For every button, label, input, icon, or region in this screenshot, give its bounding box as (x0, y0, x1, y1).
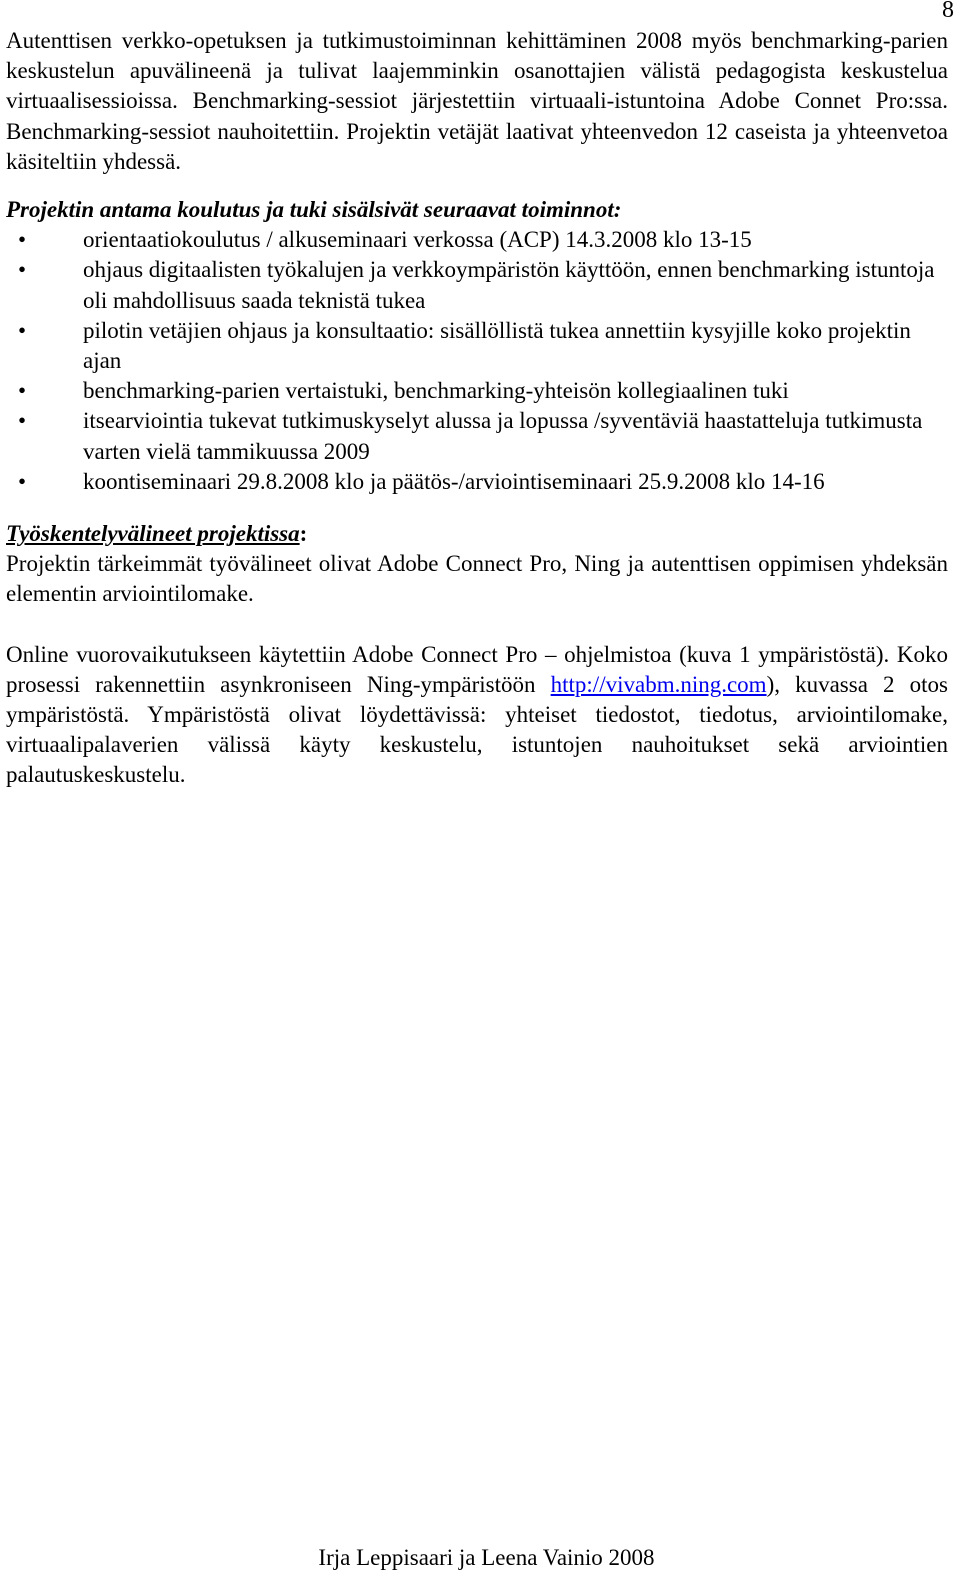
training-list (6, 225, 948, 497)
bullet-icon: • (18, 257, 27, 283)
bullet-icon: • (18, 378, 27, 404)
page-footer: Irja Leppisaari ja Leena Vainio 2008 (318, 1545, 655, 1570)
bullet-icon: • (18, 408, 27, 434)
list-item (6, 225, 948, 255)
page-number: 8 (942, 0, 954, 23)
tools-heading-colon: : (299, 521, 308, 547)
list-item (6, 376, 948, 406)
bullet-icon: • (18, 468, 27, 494)
bullet-icon: • (18, 317, 27, 343)
tools-heading: Työskentelyvälineet projektissa (6, 521, 300, 547)
list-item (6, 255, 948, 315)
list-item-text: pilotin vetäjien ohjaus ja konsultaatio: sisällöllistä tukea annettiin kysyjille koko projektin ajan (83, 317, 911, 374)
list-item-text: benchmarking-parien vertaistuki, benchmarking-yhteisön kollegiaalinen tuki (83, 378, 789, 404)
intro-paragraph: Autenttisen verkko-opetuksen ja tutkimustoiminnan kehittäminen 2008 myös benchmarking-parien keskustelun apuvälineenä ja tulivat laajemminkin osanottajien välistä pedagogista keskustelua virtuaalisessioissa. Benchmarking-sessiot järjestettiin virtuaali-istuntoina Adobe Connet Pro:ssa. Benchmarking-sessiot nauhoitettiin. Projektin vetäjät laativat yhteenvedon 12 caseista ja yhteenvetoa käsiteltiin yhdessä. (6, 28, 948, 174)
ning-link[interactable]: http://vivabm.ning.com (550, 671, 767, 697)
list-item (6, 316, 948, 376)
list-item-text: orientaatiokoulutus / alkuseminaari verkossa (ACP) 14.3.2008 klo 13-15 (83, 227, 752, 253)
tools-paragraph: Projektin tärkeimmät työvälineet olivat Adobe Connect Pro, Ning ja autenttisen oppimisen yhdeksän elementin arviointilomake. (6, 551, 948, 607)
online-text-before-link: Online vuorovaikutukseen käytettiin Adobe Connect Pro – ohjelmistoa (kuva 1 ympäristöstä). Koko prosessi rakennettiin asynkroniseen Ning-ympäristöön (6, 641, 948, 697)
online-paragraph (6, 640, 948, 791)
list-item-text: koontiseminaari 29.8.2008 klo ja päätös-/arviointiseminaari 25.9.2008 klo 14-16 (83, 468, 825, 494)
list-item-text: ohjaus digitaalisten työkalujen ja verkkoympäristön käyttöön, ennen benchmarking istuntoja oli mahdollisuus saada teknistä tukea (83, 257, 935, 313)
list-item (6, 406, 948, 466)
document-body (6, 26, 948, 791)
online-text-after-link: ), kuvassa 2 otos ympäristöstä. Ympäristöstä olivat löydettävissä: yhteiset tiedostot, tiedotus, arviointilomake, virtuaalipalaverien välissä käyty keskustelu, istuntojen nauhoitukset sekä arviointien palautuskeskustelu. (6, 671, 948, 788)
bullet-icon: • (18, 227, 27, 253)
spacer (6, 497, 948, 519)
tools-heading-line (6, 519, 948, 549)
spacer (6, 177, 948, 195)
list-item (6, 467, 948, 497)
training-heading: Projektin antama koulutus ja tuki sisälsivät seuraavat toiminnot: (6, 197, 622, 223)
spacer (6, 610, 948, 640)
list-item-text: itsearviointia tukevat tutkimuskyselyt alussa ja lopussa /syventäviä haastatteluja tutkimusta varten vielä tammikuussa 2009 (83, 408, 923, 464)
